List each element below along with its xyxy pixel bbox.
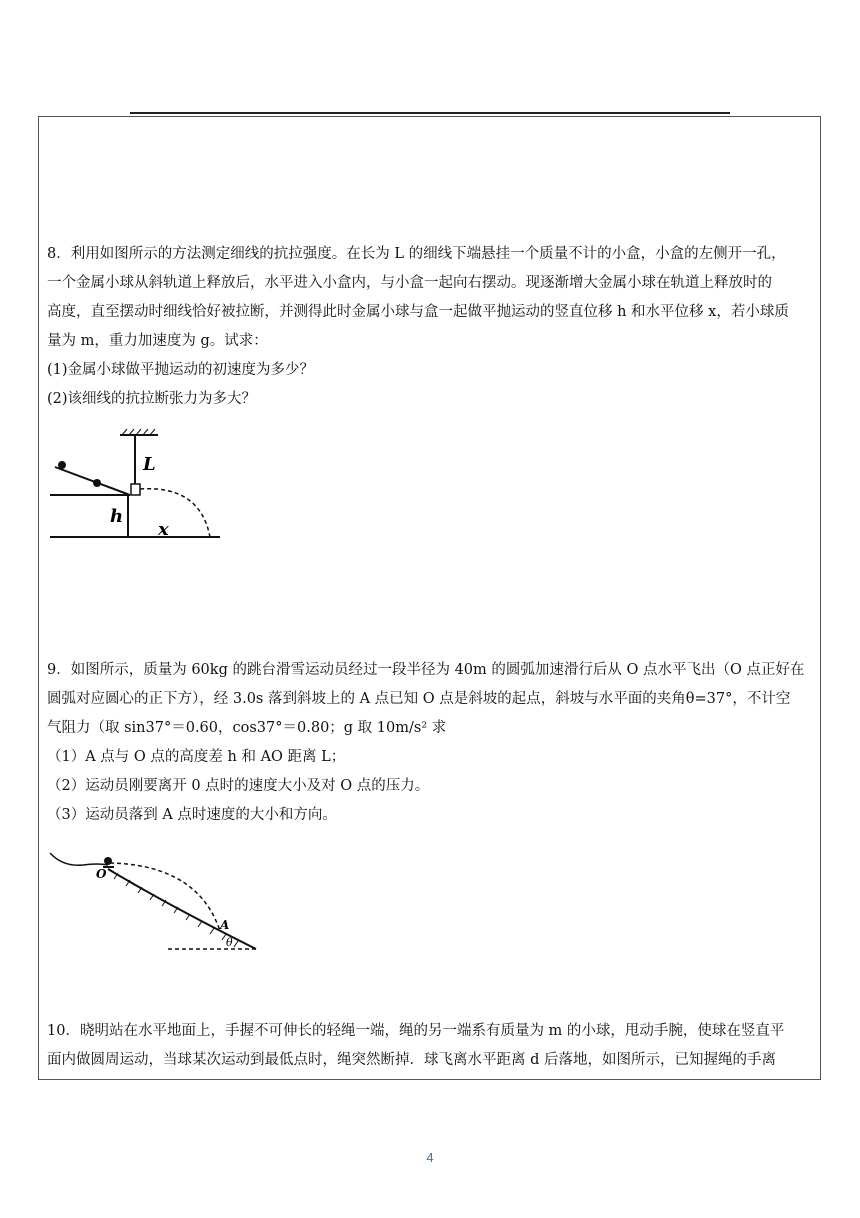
projectile-path xyxy=(140,489,210,537)
page-number: 4 xyxy=(426,1150,434,1165)
question-8 xyxy=(47,240,817,414)
q8-figure xyxy=(50,425,230,545)
ramp-arc xyxy=(50,853,108,865)
label-L: L xyxy=(143,454,156,475)
q9-line-1: 9．如图所示，质量为 60kg 的跳台滑雪运动员经过一段半径为 40m 的圆弧加速滑行后从 O 点水平飞出（O 点正好在 xyxy=(47,662,805,678)
incline-track xyxy=(55,467,130,495)
slope xyxy=(108,869,256,949)
question-9 xyxy=(47,656,817,830)
ball-top xyxy=(58,461,66,469)
label-theta: θ xyxy=(226,936,233,949)
flight-path xyxy=(110,863,220,931)
q9-line-2: 圆弧对应圆心的正下方），经 3.0s 落到斜坡上的 A 点已知 O 点是斜坡的起点，斜坡与水平面的夹角θ=37°，不计空 xyxy=(47,691,791,707)
q9-figure xyxy=(48,845,263,955)
q9-line-3: 气阻力（取 sin37°＝0.60，cos37°＝0.80；g 取 10m/s² 求 xyxy=(47,720,447,736)
header-rule xyxy=(130,112,730,114)
q8-line-1: 8．利用如图所示的方法测定细线的抗拉强度。在长为 L 的细线下端悬挂一个质量不计的小盒，小盒的左侧开一孔， xyxy=(47,246,786,262)
q8-line-4: 量为 m，重力加速度为 g。试求： xyxy=(47,333,268,349)
q9-subquestion-2: （2）运动员刚要离开 0 点时的速度大小及对 O 点的压力。 xyxy=(47,778,430,794)
q9-subquestion-1: （1）A 点与 O 点的高度差 h 和 AO 距离 L； xyxy=(47,749,346,765)
small-box xyxy=(131,484,140,495)
question-10 xyxy=(47,1017,817,1075)
q8-subquestion-1: (1)金属小球做平抛运动的初速度为多少？ xyxy=(47,362,315,378)
q9-subquestion-3: （3）运动员落到 A 点时速度的大小和方向。 xyxy=(47,807,337,823)
label-A: A xyxy=(220,918,230,932)
ball-mid xyxy=(93,479,101,487)
q10-line-2: 面内做圆周运动，当球某次运动到最低点时，绳突然断掉．球飞离水平距离 d 后落地，如图所示，已知握绳的手离 xyxy=(47,1052,776,1068)
label-x: x xyxy=(158,519,169,540)
q8-line-3: 高度，直至摆动时细线恰好被拉断，并测得此时金属小球与盒一起做平抛运动的竖直位移 h 和水平位移 x，若小球质 xyxy=(47,304,789,320)
skier xyxy=(104,857,112,865)
q8-line-2: 一个金属小球从斜轨道上释放后，水平进入小盒内，与小盒一起向右摆动。现逐渐增大金属小球在轨道上释放时的 xyxy=(47,275,772,291)
label-h: h xyxy=(110,506,124,527)
q10-line-1: 10．晓明站在水平地面上，手握不可伸长的轻绳一端，绳的另一端系有质量为 m 的小球，甩动手腕，使球在竖直平 xyxy=(47,1023,785,1039)
q8-subquestion-2: (2)该细线的抗拉断张力为多大？ xyxy=(47,391,257,407)
label-O: O xyxy=(96,867,107,881)
